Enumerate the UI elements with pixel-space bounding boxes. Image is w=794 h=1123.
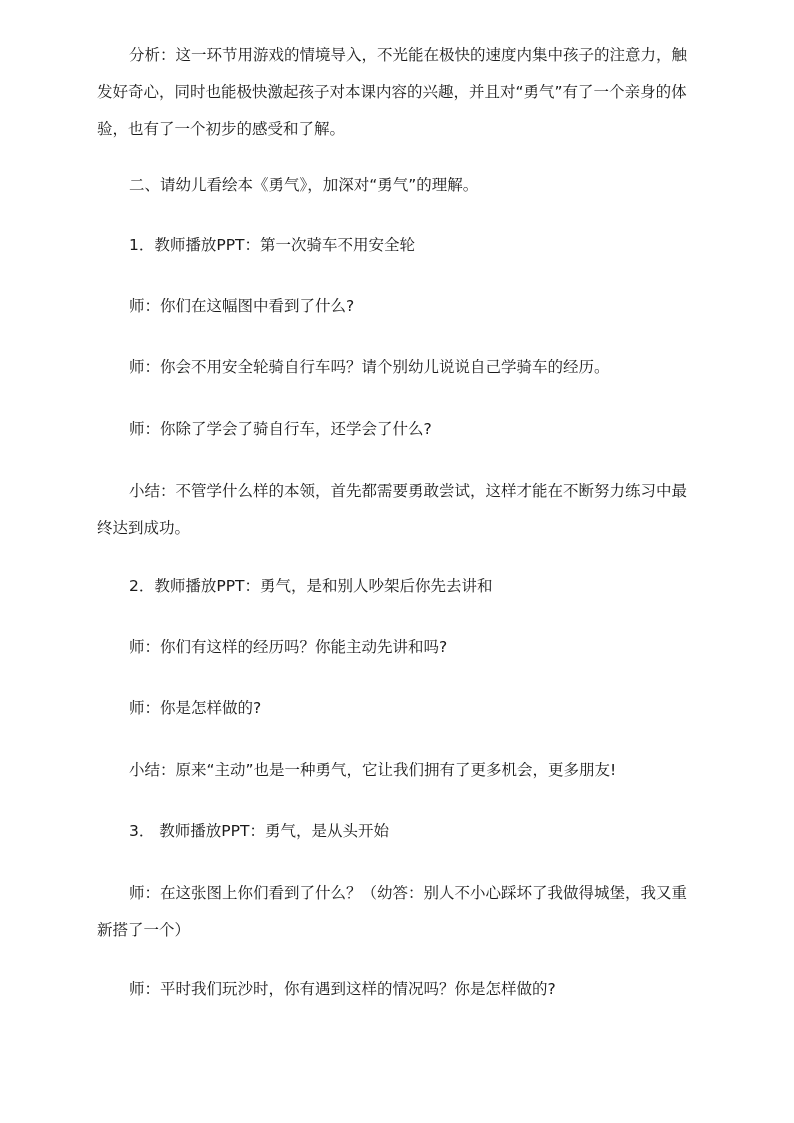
teacher-question-1: 师：你们在这幅图中看到了什么? bbox=[129, 297, 355, 315]
analysis-paragraph: 分析：这一环节用游戏的情境导入，不光能在极快的速度内集中孩子的注意力，触发好奇心，同时也能极快激起孩子对本课内容的兴趣，并且对“勇气”有了一个亲身的体验，也有了一个初步的感受和了解。 bbox=[97, 46, 688, 138]
teacher-question-4: 师：你们有这样的经历吗？你能主动先讲和吗? bbox=[129, 638, 448, 656]
step-1-heading: 1．教师播放PPT：第一次骑车不用安全轮 bbox=[129, 236, 416, 254]
teacher-question-7: 师：平时我们玩沙时，你有遇到这样的情况吗？你是怎样做的? bbox=[129, 980, 556, 998]
teacher-question-5: 师：你是怎样做的? bbox=[129, 699, 262, 717]
summary-2: 小结：原来“主动”也是一种勇气，它让我们拥有了更多机会，更多朋友! bbox=[129, 761, 617, 779]
step-3-heading: 3． 教师播放PPT：勇气，是从头开始 bbox=[129, 822, 389, 840]
step-2-heading: 2．教师播放PPT：勇气，是和别人吵架后你先去讲和 bbox=[129, 577, 493, 595]
teacher-question-3: 师：你除了学会了骑自行车，还学会了什么? bbox=[129, 420, 432, 438]
teacher-question-2: 师：你会不用安全轮骑自行车吗？请个别幼儿说说自己学骑车的经历。 bbox=[129, 358, 610, 376]
summary-1: 小结：不管学什么样的本领，首先都需要勇敢尝试，这样才能在不断努力练习中最终达到成功。 bbox=[97, 482, 688, 537]
teacher-question-6: 师：在这张图上你们看到了什么？（幼答：别人不小心踩坏了我做得城堡，我又重新搭了一个） bbox=[97, 884, 688, 939]
section-heading-2: 二、请幼儿看绘本《勇气》，加深对“勇气”的理解。 bbox=[129, 176, 479, 194]
